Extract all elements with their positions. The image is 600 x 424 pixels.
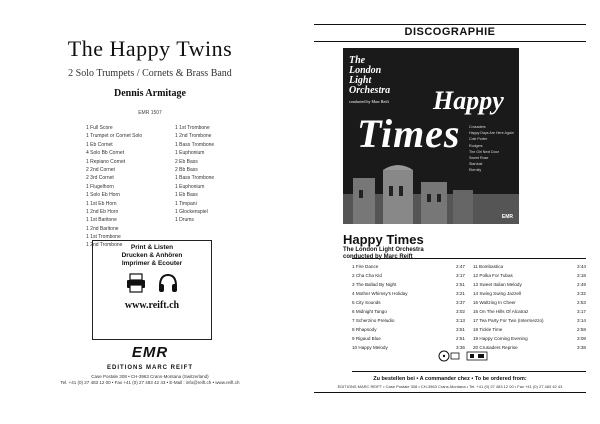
cover-orchestra-word: London bbox=[349, 65, 382, 76]
list-item bbox=[352, 334, 465, 343]
parts-list bbox=[86, 124, 256, 250]
track-title: 17 Tea Party For Two (Intermezzo) bbox=[473, 318, 544, 323]
list-item: 1 2nd Trombone bbox=[175, 133, 212, 140]
list-item bbox=[352, 307, 465, 316]
cover-track: The Girl Next Door bbox=[469, 149, 499, 154]
track-duration: 3:17 bbox=[577, 309, 586, 314]
track-duration: 3:17 bbox=[456, 273, 465, 278]
track-duration: 3:02 bbox=[456, 309, 465, 314]
track-title: 19 Happy Coming Evening bbox=[473, 336, 528, 341]
track-title: 20 Crusaders Reprise bbox=[473, 345, 518, 350]
publisher-contact-line: Tel. +41 (0) 27 483 12 00 • Fax +41 (0) 27 483 42 43 • E-Mail : info@reift.ch • www.reift.ch bbox=[60, 380, 240, 385]
score-title: The Happy Twins bbox=[67, 36, 233, 61]
album-info bbox=[343, 232, 583, 261]
composer-name: Dennis Armitage bbox=[114, 88, 186, 99]
list-item: 4 Solo Bb Cornet bbox=[86, 150, 125, 157]
track-duration: 3:51 bbox=[456, 327, 465, 332]
track-title: 10 Happy Melody bbox=[352, 345, 388, 350]
list-item: 2 Eb Bass bbox=[175, 158, 198, 165]
list-item: 1 1st Baritone bbox=[86, 217, 117, 224]
track-title: 7 Scherzino Preludio bbox=[352, 318, 395, 323]
list-item bbox=[352, 271, 465, 280]
track-duration: 2:47 bbox=[456, 264, 465, 269]
right-page bbox=[300, 0, 600, 424]
track-title: 1 Fire Dance bbox=[352, 264, 379, 269]
cover-orchestra-word: Light bbox=[349, 75, 372, 86]
order-address: EDITIONS MARC REIFT • Case Postale 308 • CH-3963 Crans-Montana • Tel. +41 (0) 27 483 12 00 • Fax +41 (0) 27 483 42 43 bbox=[337, 384, 563, 389]
publisher-name: EDITIONS MARC REIFT bbox=[107, 365, 193, 371]
list-item: 1 Timpani bbox=[175, 200, 197, 207]
track-title: 12 Polka For Tubas bbox=[473, 273, 513, 278]
album-cover bbox=[343, 48, 519, 224]
track-duration: 2:49 bbox=[577, 282, 586, 287]
bottom-divider bbox=[314, 392, 586, 393]
list-item: 1 Flugelhorn bbox=[86, 183, 114, 190]
track-duration: 3:36 bbox=[456, 345, 465, 350]
list-item: 1 2nd Trombone bbox=[86, 242, 123, 249]
track-duration: 2:58 bbox=[577, 327, 586, 332]
format-logos bbox=[438, 350, 518, 364]
emr-logo: EMR bbox=[131, 344, 169, 361]
list-item: 1 2nd Eb Horn bbox=[86, 208, 119, 215]
track-title: 18 Tickle Time bbox=[473, 327, 503, 332]
album-conductor: conducted by Marc Reift bbox=[343, 254, 413, 260]
list-item: 1 1st Eb Horn bbox=[86, 200, 117, 207]
track-title: 13 Sweet Italian Melody bbox=[473, 282, 522, 287]
cover-track: Cole Porter bbox=[469, 137, 488, 142]
promo-line-de: Drucken & Anhören bbox=[121, 252, 183, 259]
list-item: 2 3rd Cornet bbox=[86, 175, 114, 182]
list-item: 1 Repiano Cornet bbox=[86, 158, 126, 165]
list-item bbox=[473, 298, 586, 307]
track-title: 9 Rigaud Blue bbox=[352, 336, 381, 341]
list-item: 1 1st Trombone bbox=[175, 125, 210, 131]
list-item: 1 Trumpet or Cornet Solo bbox=[86, 133, 143, 140]
list-item bbox=[352, 289, 465, 298]
cover-conductor: conducted by Marc Reift bbox=[349, 99, 389, 104]
parts-column-2 bbox=[175, 124, 256, 250]
list-item: 2 Bb Bass bbox=[175, 166, 198, 173]
headphones-icon bbox=[157, 272, 179, 294]
track-duration: 3:32 bbox=[577, 291, 586, 296]
track-title: 3 The Ballad By Night bbox=[352, 282, 397, 287]
cover-track: Happy Days Are Here Again bbox=[469, 131, 514, 136]
list-item: 1 2nd Baritone bbox=[86, 225, 119, 232]
publisher-address bbox=[30, 374, 270, 386]
list-item: 1 Eb Bass bbox=[175, 192, 198, 199]
track-title: 15 Waltzing In Cheer bbox=[473, 300, 516, 305]
list-item bbox=[352, 298, 465, 307]
list-item: 1 Bass Trombone bbox=[175, 175, 215, 182]
list-item bbox=[473, 271, 586, 280]
list-item: 1 Full Score bbox=[86, 125, 113, 131]
track-title: 6 Midnight Tango bbox=[352, 309, 387, 314]
cover-label: EMR bbox=[501, 214, 513, 220]
list-item: 1 Euphonium bbox=[175, 150, 205, 157]
promo-line-en: Print & Listen bbox=[130, 244, 174, 251]
list-item bbox=[473, 280, 586, 289]
list-item bbox=[352, 280, 465, 289]
cover-orchestra bbox=[349, 56, 413, 107]
list-item bbox=[473, 325, 586, 334]
cover-orchestra-word: The bbox=[349, 55, 366, 66]
track-duration: 3:13 bbox=[456, 318, 465, 323]
track-duration: 2:53 bbox=[577, 300, 586, 305]
website-link[interactable]: www.reift.ch bbox=[124, 300, 180, 311]
track-duration: 3:44 bbox=[577, 264, 586, 269]
list-item: 1 Bass Trombone bbox=[175, 141, 215, 148]
track-title: 14 Swing Swing Jazzell bbox=[473, 291, 522, 296]
list-item bbox=[473, 307, 586, 316]
list-item bbox=[473, 316, 586, 325]
list-item bbox=[352, 325, 465, 334]
cover-title-times: Times bbox=[357, 111, 461, 156]
track-duration: 3:37 bbox=[456, 300, 465, 305]
print-listen-box bbox=[92, 240, 212, 340]
track-title: 4 Mother Whimsy's Holiday bbox=[352, 291, 408, 296]
track-title: 5 City Sounds bbox=[352, 300, 381, 305]
list-item: 1 Drums bbox=[175, 217, 194, 224]
cover-track: Eternity bbox=[469, 168, 482, 173]
list-item bbox=[473, 289, 586, 298]
order-number: EMR 1507 bbox=[138, 110, 162, 116]
cover-track: Sweet Rose bbox=[469, 156, 489, 161]
album-artist: The London Light Orchestra bbox=[343, 247, 424, 253]
list-item: 1 Euphonium bbox=[175, 183, 205, 190]
digital-audio-icon bbox=[466, 350, 488, 362]
cover-track: Crusaders bbox=[469, 125, 486, 129]
building-silhouette-icon bbox=[343, 164, 519, 224]
track-title: 16 On The Hills Of Alcatraz bbox=[473, 309, 529, 314]
track-title: 8 Rhapsody bbox=[352, 327, 377, 332]
list-item bbox=[473, 262, 586, 271]
parts-column-1 bbox=[86, 124, 167, 250]
publisher-address-line: Case Postale 308 • CH-3963 Crans-Montana (Switzerland) bbox=[91, 374, 209, 379]
album-title: Happy Times bbox=[343, 232, 424, 247]
compact-disc-icon bbox=[438, 350, 460, 362]
cover-title-happy: Happy bbox=[433, 86, 504, 115]
track-duration: 3:38 bbox=[577, 345, 586, 350]
list-item: 1 Glockenspiel bbox=[175, 208, 208, 215]
cover-orchestra-word: Orchestra bbox=[349, 85, 391, 96]
cover-track: Rodgers bbox=[469, 143, 483, 148]
track-title: 11 Bombastica bbox=[473, 264, 504, 269]
list-item bbox=[473, 334, 586, 343]
track-duration: 2:51 bbox=[456, 282, 465, 287]
track-title: 2 Cha Cha Kid bbox=[352, 273, 382, 278]
list-item: 1 1st Trombone bbox=[86, 234, 121, 241]
list-item bbox=[352, 316, 465, 325]
list-item: 1 Solo Eb Horn bbox=[86, 192, 120, 199]
track-duration: 3:21 bbox=[456, 291, 465, 296]
track-duration: 2:51 bbox=[456, 336, 465, 341]
cover-track: Stardust bbox=[469, 162, 483, 167]
list-item: 1 Eb Cornet bbox=[86, 141, 113, 148]
list-item: 2 2nd Cornet bbox=[86, 166, 115, 173]
track-duration: 3:14 bbox=[577, 318, 586, 323]
order-note: Zu bestellen bei • A commander chez • To be ordered from: bbox=[373, 376, 527, 382]
promo-line-fr: Imprimer & Ecouter bbox=[121, 260, 183, 267]
printer-icon bbox=[125, 272, 147, 294]
track-duration: 3:08 bbox=[577, 336, 586, 341]
track-duration: 3:18 bbox=[577, 273, 586, 278]
score-subtitle: 2 Solo Trumpets / Cornets & Brass Band bbox=[68, 68, 232, 79]
discography-header bbox=[314, 24, 586, 42]
list-item bbox=[352, 262, 465, 271]
discography-title: DISCOGRAPHIE bbox=[399, 26, 502, 38]
